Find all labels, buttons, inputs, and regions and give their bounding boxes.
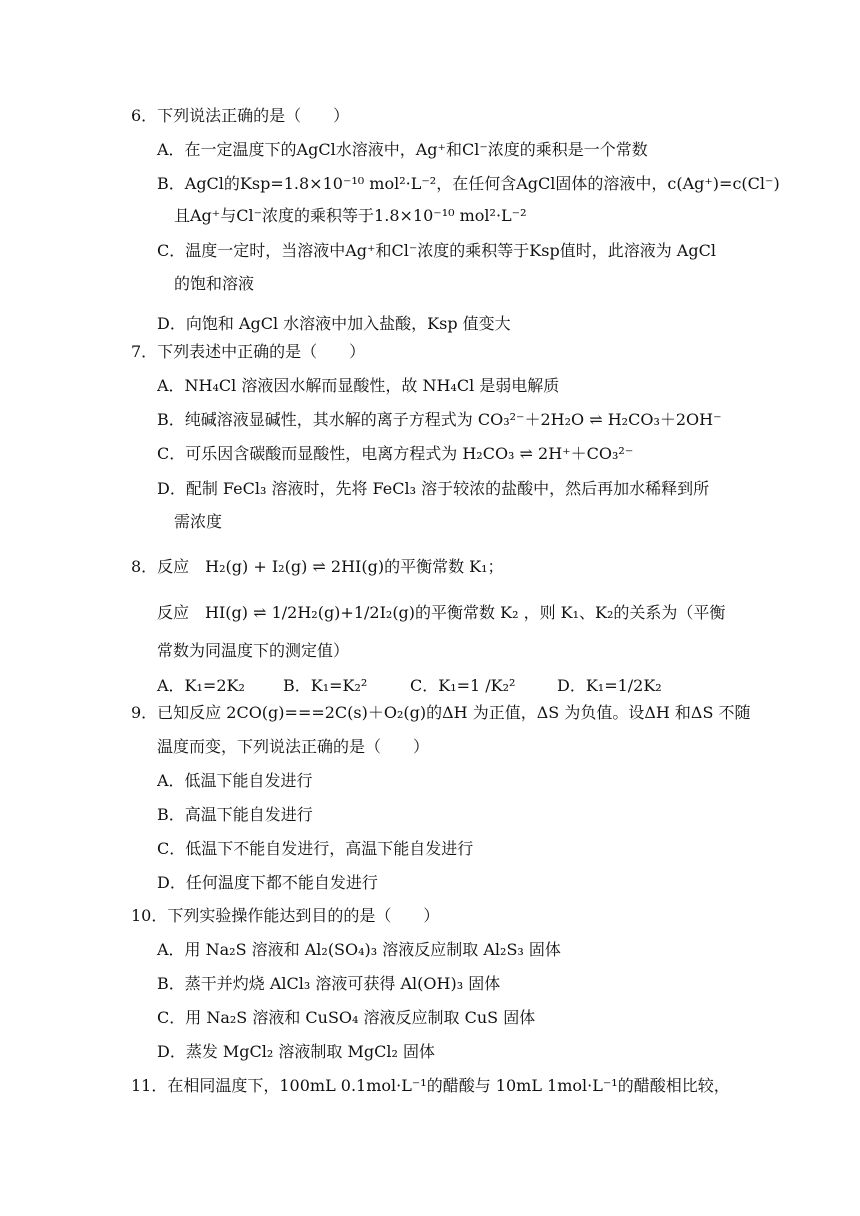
q6-option-d: D．向饱和 AgCl 水溶液中加入盐酸，Ksp 值变大 <box>157 314 511 333</box>
q9-option-d: D．任何温度下都不能自发进行 <box>157 873 378 892</box>
q7-option-c: C．可乐因含碳酸而显酸性，电离方程式为 H₂CO₃ ⇌ 2H⁺＋CO₃²⁻ <box>157 444 634 463</box>
q6-option-c-line1: C．温度一定时，当溶液中Ag⁺和Cl⁻浓度的乘积等于Ksp值时，此溶液为 AgCl <box>157 241 716 260</box>
q7-option-d-line2: 需浓度 <box>174 512 223 531</box>
q6-option-b-line2: 且Ag⁺与Cl⁻浓度的乘积等于1.8×10⁻¹⁰ mol²·L⁻² <box>174 206 527 225</box>
q8-option-b: B．K₁=K₂² <box>283 676 368 695</box>
q8-option-a: A．K₁=2K₂ <box>157 676 245 695</box>
q10-stem: 10．下列实验操作能达到目的的是（ ） <box>131 906 440 925</box>
q9-stem-line2: 温度而变，下列说法正确的是（ ） <box>157 737 430 756</box>
q9-option-a: A．低温下能自发进行 <box>157 771 313 790</box>
q7-option-a: A．NH₄Cl 溶液因水解而显酸性，故 NH₄Cl 是弱电解质 <box>157 376 560 395</box>
q8-option-c: C．K₁=1 /K₂² <box>410 676 516 695</box>
q8-option-d: D．K₁=1/2K₂ <box>557 676 662 695</box>
q9-option-b: B．高温下能自发进行 <box>157 805 313 824</box>
q10-option-a: A．用 Na₂S 溶液和 Al₂(SO₄)₃ 溶液反应制取 Al₂S₃ 固体 <box>157 940 561 959</box>
q6-option-a: A．在一定温度下的AgCl水溶液中，Ag⁺和Cl⁻浓度的乘积是一个常数 <box>157 140 648 159</box>
q9-option-c: C．低温下不能自发进行，高温下能自发进行 <box>157 839 474 858</box>
q7-option-d-line1: D．配制 FeCl₃ 溶液时，先将 FeCl₃ 溶于较浓的盐酸中，然后再加水稀释到所 <box>157 479 710 498</box>
q11-stem: 11．在相同温度下，100mL 0.1mol·L⁻¹的醋酸与 10mL 1mol·L⁻¹的醋酸相比较， <box>131 1076 730 1095</box>
q10-option-b: B．蒸干并灼烧 AlCl₃ 溶液可获得 Al(OH)₃ 固体 <box>157 974 501 993</box>
q8-line3: 常数为同温度下的测定值） <box>157 641 350 660</box>
q10-option-d: D．蒸发 MgCl₂ 溶液制取 MgCl₂ 固体 <box>157 1042 435 1061</box>
q9-stem-line1: 9．已知反应 2CO(g)===2C(s)＋O₂(g)的ΔH 为正值，ΔS 为负值。设ΔH 和ΔS 不随 <box>131 703 751 722</box>
q10-option-c: C．用 Na₂S 溶液和 CuSO₄ 溶液反应制取 CuS 固体 <box>157 1008 536 1027</box>
q7-stem: 7．下列表述中正确的是（ ） <box>131 342 366 361</box>
q8-line2: 反应 HI(g) ⇌ 1/2H₂(g)+1/2I₂(g)的平衡常数 K₂ ，则 K₁、K₂的关系为（平衡 <box>157 603 726 622</box>
q7-option-b: B．纯碱溶液显碱性，其水解的离子方程式为 CO₃²⁻＋2H₂O ⇌ H₂CO₃＋2OH⁻ <box>157 410 722 429</box>
q6-stem: 6．下列说法正确的是（ ） <box>131 106 350 125</box>
q8-stem: 8．反应 H₂(g) + I₂(g) ⇌ 2HI(g)的平衡常数 K₁； <box>131 557 504 576</box>
q6-option-b-line1: B．AgCl的Ksp=1.8×10⁻¹⁰ mol²·L⁻²，在任何含AgCl固体的溶液中，c(Ag⁺)=c(Cl⁻) <box>157 174 780 193</box>
q6-option-c-line2: 的饱和溶液 <box>174 274 255 293</box>
